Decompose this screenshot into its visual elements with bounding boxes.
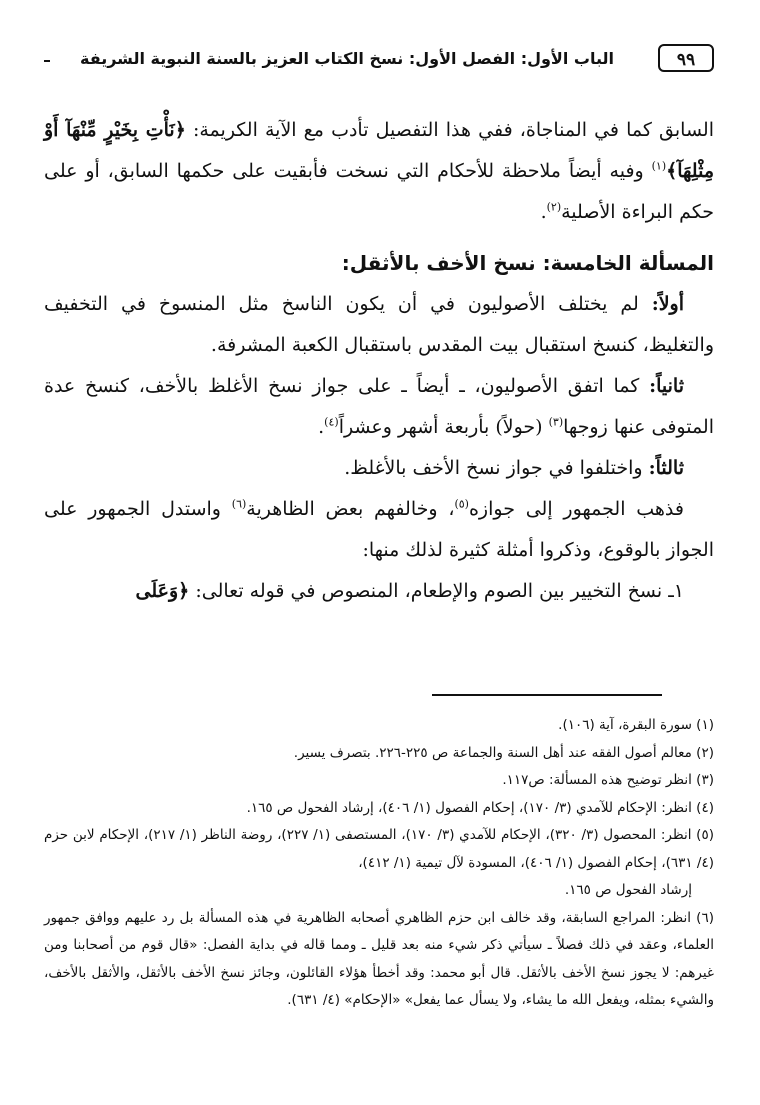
p5-text-c: واستدل الجمهور على الجواز بالوقوع، وذكروا أمثلة كثيرة لذلك منها: [44,498,714,561]
second-text-a: كما اتفق الأصوليون، ـ أيضاً ـ على جواز نسخ الأغلظ بالأخف، كنسخ عدة المتوفى عنها زوجها [44,375,714,438]
p5-text-b: ، وخالفهم بعض الظاهرية [246,498,455,520]
p1-text-a: السابق كما في المناجاة، ففي هذا التفصيل تأدب مع الآية الكريمة: [185,119,714,141]
second-text-b: (حولاً) بأربعة أشهر وعشراً [338,416,549,438]
quran-verse-2: ﴿وَعَلَى [135,580,190,602]
label-third: ثالثاً: [648,457,684,479]
list-item-number: ١ـ [668,580,684,602]
main-text [44,110,714,612]
footnote-6: (٦) انظر: المراجع السابقة، وقد خالف ابن حزم الظاهري أصحابه الظاهرية في هذه المسألة بل رد عليهم ووافق جمهور العلماء، وعقد في ذلك فصلاً ـ سيأتي ذكر شيء منه بعد قليل ـ ومما قاله في بداية الفصل: «قال قوم من أصحابنا ومن غيرهم: لا يجوز نسخ الأخف بالأثقل. قال أبو محمد: وقد أخطأ هؤلاء القائلون، وجائز نسخ الأخف بالأثقل، والأثقل بالأخف، والشيء بمثله، ويفعل الله ما يشاء، ولا يسأل عما يفعل» «الإحكام» (٤/ ٦٣١). [44,909,714,1008]
footnotes [44,712,714,1015]
p1-end: . [540,201,547,223]
footnote-3: (٣) انظر توضيح هذه المسألة: ص١١٧. [502,772,714,788]
paragraph-1 [44,110,714,233]
p1-text-b: وفيه أيضاً ملاحظة للأحكام التي نسخت فأبقيت على حكمها السابق، أو على حكم البراءة الأصلية [44,160,714,223]
footnote-ref-6[interactable]: (٦) [231,497,247,511]
page-header [44,40,714,80]
label-second: ثانياً: [649,375,684,397]
label-first: أولاً: [651,293,684,315]
list-item-1 [44,571,714,612]
footnote-ref-1[interactable]: (١) [651,159,667,173]
running-title: الباب الأول: الفصل الأول: نسخ الكتاب العزيز بالسنة النبوية الشريفة [79,49,614,68]
section-heading: المسألة الخامسة: نسخ الأخف بالأثقل: [341,251,714,275]
paragraph-second [44,366,714,448]
footnote-separator [432,694,662,696]
second-end: . [318,416,325,438]
third-text: واختلفوا في جواز نسخ الأخف بالأغلظ. [344,457,649,479]
footnote-5: (٥) انظر: المحصول (٣/ ٣٢٠)، الإحكام للآمدي (٣/ ١٧٠)، المستصفى (١/ ٢٢٧)، روضة الناظر (١/ ٢١٧)، الإحكام لابن حزم (٤/ ٦٣١)، إحكام الفصول (١/ ٤٠٦)، المسودة لآل تيمية (١/ ٤١٢)، [44,827,714,871]
footnote-ref-3[interactable]: (٣) [548,415,564,429]
p5-text-a: فذهب الجمهور إلى جوازه [468,498,684,520]
paragraph-first [44,284,714,366]
footnote-2: (٢) معالم أصول الفقه عند أهل السنة والجماعة ص ٢٢٥-٢٢٦. بتصرف يسير. [293,744,714,761]
first-text: لم يختلف الأصوليون في أن يكون الناسخ مثل المنسوخ في التخفيف والتغليظ، كنسخ استقبال بيت المقدس باستقبال الكعبة المشرفة. [44,293,714,356]
footnote-ref-2[interactable]: (٢) [546,200,562,214]
header-rule [44,60,50,62]
footnote-5-continued: إرشاد الفحول ص ١٦٥. [564,882,692,898]
quran-verse-1: ﴿نَأْتِ بِخَيْرٍ مِّنْهَآ أَوْ مِثْلِهَآ﴾ [44,119,714,182]
footnote-ref-4[interactable]: (٤) [324,415,339,429]
footnote-4: (٤) انظر: الإحكام للآمدي (٣/ ١٧٠)، إحكام الفصول (١/ ٤٠٦)، إرشاد الفحول ص ١٦٥. [246,799,714,816]
page-number: ٩٩ [658,44,714,72]
paragraph-third [44,448,714,489]
footnote-ref-5[interactable]: (٥) [454,497,469,511]
paragraph-majority [44,489,714,571]
footnote-1: (١) سورة البقرة، آية (١٠٦). [558,717,714,733]
list-item-text: نسخ التخيير بين الصوم والإطعام، المنصوص في قوله تعالى: [189,580,669,602]
